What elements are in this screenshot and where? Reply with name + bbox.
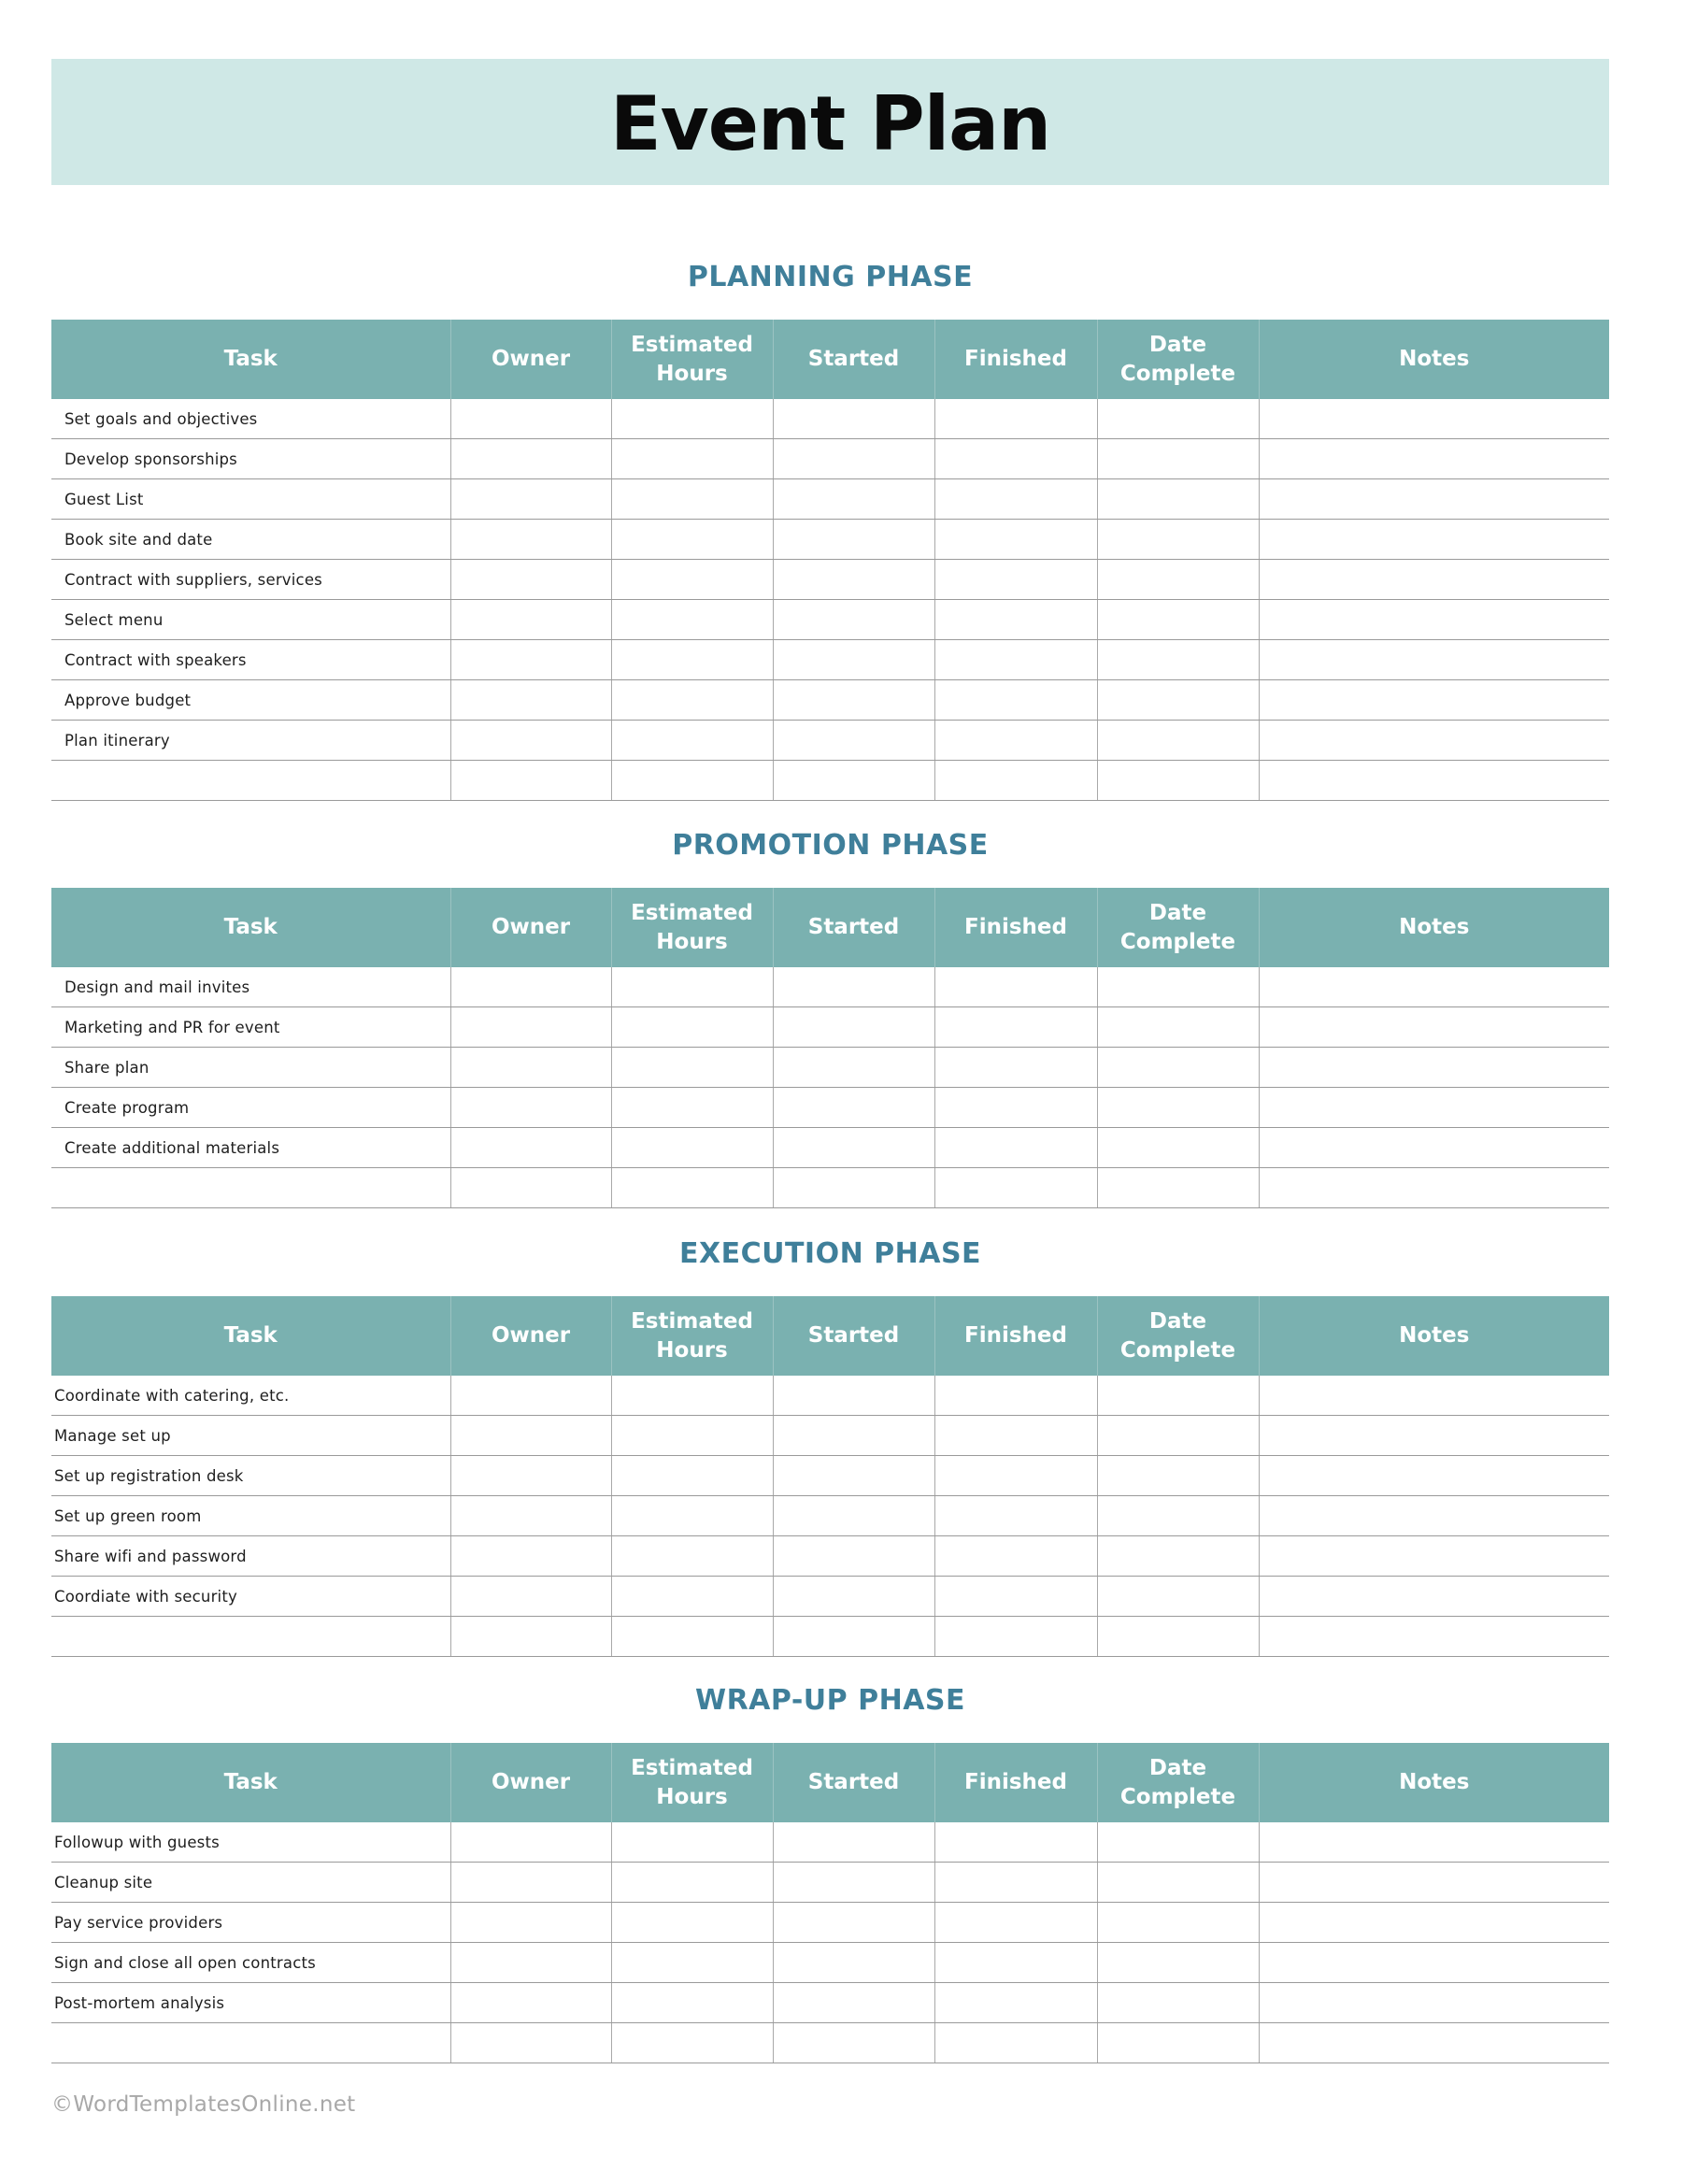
date-complete-cell[interactable] [1097,1088,1259,1128]
finished-cell[interactable] [934,1536,1097,1577]
started-cell[interactable] [773,2023,934,2063]
owner-cell[interactable] [450,721,611,761]
task-cell[interactable]: Guest List [51,479,450,520]
date-complete-cell[interactable] [1097,1456,1259,1496]
table-row [51,1822,1609,1863]
started-cell[interactable] [773,1536,934,1577]
finished-cell[interactable] [934,1376,1097,1416]
table-row [51,680,1609,721]
page-title: Event Plan [609,79,1051,167]
date-complete-cell[interactable] [1097,1617,1259,1657]
date-complete-cell[interactable] [1097,761,1259,801]
copyright-footer: ©WordTemplatesOnline.net [51,2092,356,2117]
estimated-hours-cell[interactable] [611,1863,773,1903]
task-cell[interactable]: Cleanup site [51,1863,450,1903]
task-cell[interactable] [51,1168,450,1208]
started-cell[interactable] [773,721,934,761]
table-row [51,560,1609,600]
table-row [51,1863,1609,1903]
notes-cell[interactable] [1259,1822,1609,1863]
date-complete-cell[interactable] [1097,479,1259,520]
owner-cell[interactable] [450,1822,611,1863]
column-header-date-complete: Date Complete [1097,1743,1259,1822]
started-cell[interactable] [773,1168,934,1208]
estimated-hours-cell[interactable] [611,1577,773,1617]
notes-cell[interactable] [1259,1416,1609,1456]
owner-cell[interactable] [450,1943,611,1983]
owner-cell[interactable] [450,1128,611,1168]
notes-cell[interactable] [1259,721,1609,761]
notes-cell[interactable] [1259,761,1609,801]
task-cell[interactable]: Share wifi and password [51,1536,450,1577]
started-cell[interactable] [773,1048,934,1088]
notes-cell[interactable] [1259,439,1609,479]
date-complete-cell[interactable] [1097,600,1259,640]
estimated-hours-cell[interactable] [611,1617,773,1657]
column-header-finished: Finished [934,320,1097,399]
owner-cell[interactable] [450,1416,611,1456]
estimated-hours-cell[interactable] [611,520,773,560]
table-row [51,967,1609,1007]
estimated-hours-cell[interactable] [611,439,773,479]
task-cell[interactable]: Set goals and objectives [51,399,450,439]
notes-cell[interactable] [1259,1983,1609,2023]
date-complete-cell[interactable] [1097,1822,1259,1863]
notes-cell[interactable] [1259,1007,1609,1048]
owner-cell[interactable] [450,1617,611,1657]
notes-cell[interactable] [1259,1088,1609,1128]
table-row [51,399,1609,439]
estimated-hours-cell[interactable] [611,1536,773,1577]
owner-cell[interactable] [450,1007,611,1048]
finished-cell[interactable] [934,1416,1097,1456]
notes-cell[interactable] [1259,680,1609,721]
started-cell[interactable] [773,600,934,640]
table-row [51,1007,1609,1048]
column-header-date-complete: Date Complete [1097,888,1259,967]
finished-cell[interactable] [934,1577,1097,1617]
date-complete-cell[interactable] [1097,1168,1259,1208]
column-header-owner: Owner [450,1743,611,1822]
notes-cell[interactable] [1259,1617,1609,1657]
task-cell[interactable]: Pay service providers [51,1903,450,1943]
finished-cell[interactable] [934,439,1097,479]
finished-cell[interactable] [934,560,1097,600]
date-complete-cell[interactable] [1097,1983,1259,2023]
column-header-task: Task [51,1743,450,1822]
task-cell[interactable] [51,2023,450,2063]
started-cell[interactable] [773,967,934,1007]
started-cell[interactable] [773,680,934,721]
owner-cell[interactable] [450,1456,611,1496]
date-complete-cell[interactable] [1097,1128,1259,1168]
task-cell[interactable]: Plan itinerary [51,721,450,761]
task-cell[interactable]: Approve budget [51,680,450,721]
planning-phase-table [51,320,1609,801]
column-header-owner: Owner [450,888,611,967]
notes-cell[interactable] [1259,399,1609,439]
owner-cell[interactable] [450,640,611,680]
notes-cell[interactable] [1259,1168,1609,1208]
started-cell[interactable] [773,1128,934,1168]
owner-cell[interactable] [450,1983,611,2023]
estimated-hours-cell[interactable] [611,1376,773,1416]
estimated-hours-cell[interactable] [611,680,773,721]
task-cell[interactable]: Share plan [51,1048,450,1088]
table-row [51,1617,1609,1657]
column-header-started: Started [773,888,934,967]
date-complete-cell[interactable] [1097,560,1259,600]
wrap-up-phase-heading: WRAP-UP PHASE [694,1684,966,1717]
table-row [51,520,1609,560]
planning-phase-heading: PLANNING PHASE [687,261,974,293]
finished-cell[interactable] [934,761,1097,801]
task-cell[interactable]: Contract with suppliers, services [51,560,450,600]
started-cell[interactable] [773,761,934,801]
owner-cell[interactable] [450,600,611,640]
task-cell[interactable]: Develop sponsorships [51,439,450,479]
table-row [51,2023,1609,2063]
notes-cell[interactable] [1259,479,1609,520]
table-header-row [51,1743,1609,1822]
notes-cell[interactable] [1259,600,1609,640]
owner-cell[interactable] [450,680,611,721]
estimated-hours-cell[interactable] [611,2023,773,2063]
started-cell[interactable] [773,1496,934,1536]
table-row [51,1376,1609,1416]
column-header-finished: Finished [934,888,1097,967]
task-cell[interactable]: Select menu [51,600,450,640]
table-row [51,1416,1609,1456]
owner-cell[interactable] [450,967,611,1007]
task-cell[interactable]: Set up green room [51,1496,450,1536]
date-complete-cell[interactable] [1097,967,1259,1007]
started-cell[interactable] [773,1903,934,1943]
task-cell[interactable] [51,761,450,801]
notes-cell[interactable] [1259,640,1609,680]
owner-cell[interactable] [450,1496,611,1536]
estimated-hours-cell[interactable] [611,1983,773,2023]
column-header-owner: Owner [450,320,611,399]
column-header-notes: Notes [1259,1743,1609,1822]
finished-cell[interactable] [934,600,1097,640]
owner-cell[interactable] [450,1048,611,1088]
column-header-started: Started [773,320,934,399]
notes-cell[interactable] [1259,1903,1609,1943]
table-row [51,1903,1609,1943]
estimated-hours-cell[interactable] [611,640,773,680]
started-cell[interactable] [773,479,934,520]
table-row [51,640,1609,680]
notes-cell[interactable] [1259,1048,1609,1088]
owner-cell[interactable] [450,761,611,801]
started-cell[interactable] [773,1983,934,2023]
table-header-row [51,320,1609,399]
table-row [51,479,1609,520]
started-cell[interactable] [773,1007,934,1048]
notes-cell[interactable] [1259,1376,1609,1416]
estimated-hours-cell[interactable] [611,1088,773,1128]
estimated-hours-cell[interactable] [611,1903,773,1943]
table-row [51,1983,1609,2023]
notes-cell[interactable] [1259,2023,1609,2063]
finished-cell[interactable] [934,1863,1097,1903]
finished-cell[interactable] [934,721,1097,761]
date-complete-cell[interactable] [1097,2023,1259,2063]
table-row [51,1577,1609,1617]
owner-cell[interactable] [450,1088,611,1128]
started-cell[interactable] [773,1943,934,1983]
date-complete-cell[interactable] [1097,1496,1259,1536]
estimated-hours-cell[interactable] [611,1128,773,1168]
date-complete-cell[interactable] [1097,1863,1259,1903]
date-complete-cell[interactable] [1097,1903,1259,1943]
task-cell[interactable]: Followup with guests [51,1822,450,1863]
estimated-hours-cell[interactable] [611,721,773,761]
task-cell[interactable]: Create program [51,1088,450,1128]
notes-cell[interactable] [1259,1456,1609,1496]
date-complete-cell[interactable] [1097,520,1259,560]
estimated-hours-cell[interactable] [611,479,773,520]
task-cell[interactable]: Set up registration desk [51,1456,450,1496]
promotion-phase-heading: PROMOTION PHASE [672,829,989,862]
owner-cell[interactable] [450,1536,611,1577]
owner-cell[interactable] [450,479,611,520]
owner-cell[interactable] [450,1863,611,1903]
execution-phase-table [51,1296,1609,1657]
date-complete-cell[interactable] [1097,439,1259,479]
finished-cell[interactable] [934,1983,1097,2023]
estimated-hours-cell[interactable] [611,1943,773,1983]
table-row [51,1168,1609,1208]
started-cell[interactable] [773,1416,934,1456]
table-row [51,1496,1609,1536]
table-row [51,439,1609,479]
column-header-task: Task [51,1296,450,1376]
date-complete-cell[interactable] [1097,1048,1259,1088]
owner-cell[interactable] [450,520,611,560]
title-banner [51,59,1609,185]
owner-cell[interactable] [450,439,611,479]
notes-cell[interactable] [1259,560,1609,600]
table-row [51,600,1609,640]
table-row [51,1128,1609,1168]
date-complete-cell[interactable] [1097,1007,1259,1048]
task-cell[interactable]: Coordiate with security [51,1577,450,1617]
estimated-hours-cell[interactable] [611,967,773,1007]
owner-cell[interactable] [450,1376,611,1416]
finished-cell[interactable] [934,479,1097,520]
date-complete-cell[interactable] [1097,640,1259,680]
date-complete-cell[interactable] [1097,1577,1259,1617]
date-complete-cell[interactable] [1097,1376,1259,1416]
finished-cell[interactable] [934,1088,1097,1128]
task-cell[interactable]: Sign and close all open contracts [51,1943,450,1983]
owner-cell[interactable] [450,2023,611,2063]
notes-cell[interactable] [1259,1863,1609,1903]
table-row [51,1048,1609,1088]
estimated-hours-cell[interactable] [611,1048,773,1088]
date-complete-cell[interactable] [1097,1943,1259,1983]
owner-cell[interactable] [450,399,611,439]
notes-cell[interactable] [1259,1128,1609,1168]
table-row [51,1088,1609,1128]
started-cell[interactable] [773,1456,934,1496]
column-header-estimated-hours: Estimated Hours [611,888,773,967]
table-row [51,761,1609,801]
owner-cell[interactable] [450,1168,611,1208]
finished-cell[interactable] [934,399,1097,439]
finished-cell[interactable] [934,1903,1097,1943]
column-header-finished: Finished [934,1743,1097,1822]
column-header-estimated-hours: Estimated Hours [611,320,773,399]
started-cell[interactable] [773,560,934,600]
task-cell[interactable]: Marketing and PR for event [51,1007,450,1048]
promotion-phase-table [51,888,1609,1208]
finished-cell[interactable] [934,1496,1097,1536]
column-header-date-complete: Date Complete [1097,320,1259,399]
column-header-owner: Owner [450,1296,611,1376]
wrap-up-phase-table [51,1743,1609,2063]
finished-cell[interactable] [934,1943,1097,1983]
finished-cell[interactable] [934,1007,1097,1048]
started-cell[interactable] [773,1088,934,1128]
date-complete-cell[interactable] [1097,399,1259,439]
started-cell[interactable] [773,439,934,479]
task-cell[interactable] [51,1617,450,1657]
finished-cell[interactable] [934,680,1097,721]
finished-cell[interactable] [934,1168,1097,1208]
estimated-hours-cell[interactable] [611,560,773,600]
column-header-task: Task [51,320,450,399]
task-cell[interactable]: Manage set up [51,1416,450,1456]
date-complete-cell[interactable] [1097,680,1259,721]
owner-cell[interactable] [450,1577,611,1617]
finished-cell[interactable] [934,1822,1097,1863]
notes-cell[interactable] [1259,1577,1609,1617]
estimated-hours-cell[interactable] [611,1456,773,1496]
task-cell[interactable]: Design and mail invites [51,967,450,1007]
column-header-notes: Notes [1259,320,1609,399]
date-complete-cell[interactable] [1097,1536,1259,1577]
table-row [51,1943,1609,1983]
table-header-row [51,888,1609,967]
execution-phase-heading: EXECUTION PHASE [678,1237,982,1270]
column-header-estimated-hours: Estimated Hours [611,1296,773,1376]
notes-cell[interactable] [1259,1943,1609,1983]
date-complete-cell[interactable] [1097,721,1259,761]
task-cell[interactable]: Coordinate with catering, etc. [51,1376,450,1416]
column-header-date-complete: Date Complete [1097,1296,1259,1376]
estimated-hours-cell[interactable] [611,1168,773,1208]
table-row [51,721,1609,761]
finished-cell[interactable] [934,1456,1097,1496]
table-row [51,1536,1609,1577]
task-cell[interactable]: Contract with speakers [51,640,450,680]
started-cell[interactable] [773,399,934,439]
started-cell[interactable] [773,1863,934,1903]
column-header-task: Task [51,888,450,967]
task-cell[interactable]: Create additional materials [51,1128,450,1168]
estimated-hours-cell[interactable] [611,600,773,640]
started-cell[interactable] [773,640,934,680]
started-cell[interactable] [773,1617,934,1657]
task-cell[interactable]: Book site and date [51,520,450,560]
column-header-started: Started [773,1296,934,1376]
task-cell[interactable]: Post-mortem analysis [51,1983,450,2023]
finished-cell[interactable] [934,967,1097,1007]
table-header-row [51,1296,1609,1376]
started-cell[interactable] [773,1577,934,1617]
date-complete-cell[interactable] [1097,1416,1259,1456]
estimated-hours-cell[interactable] [611,1007,773,1048]
estimated-hours-cell[interactable] [611,399,773,439]
column-header-notes: Notes [1259,888,1609,967]
finished-cell[interactable] [934,1048,1097,1088]
notes-cell[interactable] [1259,520,1609,560]
column-header-estimated-hours: Estimated Hours [611,1743,773,1822]
notes-cell[interactable] [1259,1536,1609,1577]
estimated-hours-cell[interactable] [611,1822,773,1863]
notes-cell[interactable] [1259,1496,1609,1536]
finished-cell[interactable] [934,2023,1097,2063]
column-header-started: Started [773,1743,934,1822]
finished-cell[interactable] [934,1617,1097,1657]
column-header-finished: Finished [934,1296,1097,1376]
started-cell[interactable] [773,1822,934,1863]
column-header-notes: Notes [1259,1296,1609,1376]
estimated-hours-cell[interactable] [611,1416,773,1456]
finished-cell[interactable] [934,1128,1097,1168]
finished-cell[interactable] [934,520,1097,560]
estimated-hours-cell[interactable] [611,1496,773,1536]
started-cell[interactable] [773,1376,934,1416]
owner-cell[interactable] [450,1903,611,1943]
finished-cell[interactable] [934,640,1097,680]
owner-cell[interactable] [450,560,611,600]
table-row [51,1456,1609,1496]
started-cell[interactable] [773,520,934,560]
notes-cell[interactable] [1259,967,1609,1007]
estimated-hours-cell[interactable] [611,761,773,801]
